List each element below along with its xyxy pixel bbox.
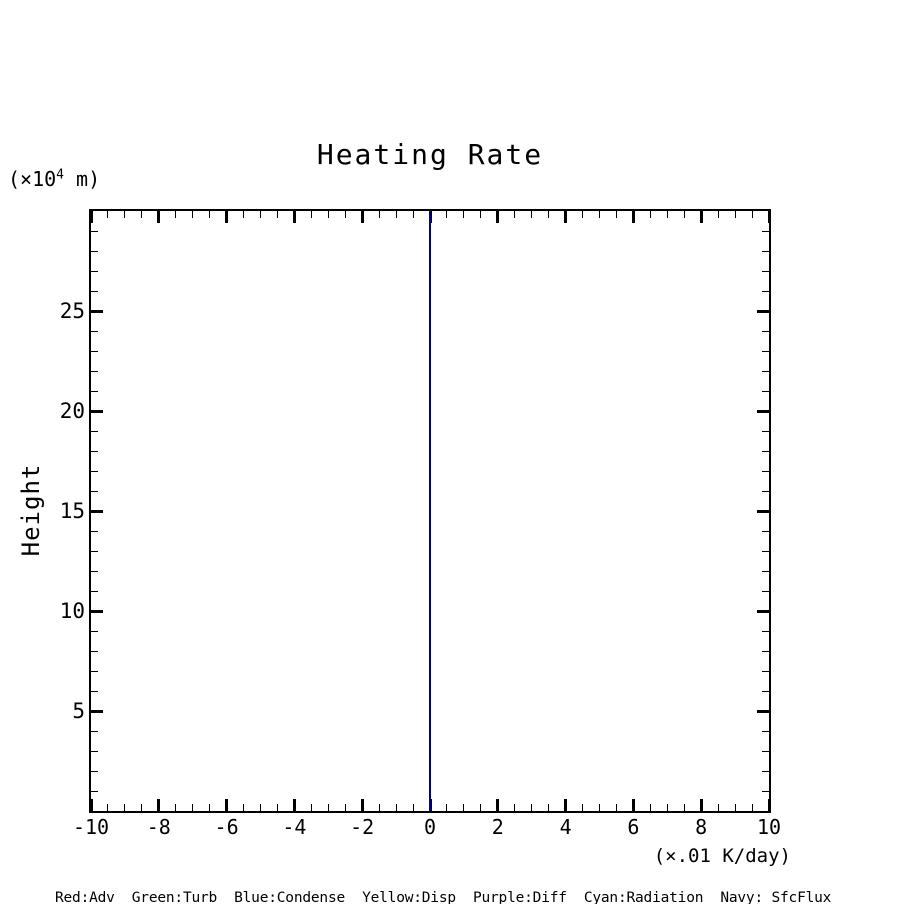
- x-tick-major: [564, 799, 567, 811]
- y-tick-minor: [762, 391, 769, 392]
- x-tick-minor: [396, 211, 397, 218]
- y-tick-minor: [762, 451, 769, 452]
- y-tick-minor: [91, 351, 98, 352]
- y-tick-major: [91, 310, 103, 313]
- x-tick-major: [157, 799, 160, 811]
- x-tick-minor: [379, 211, 380, 218]
- y-tick-minor: [762, 751, 769, 752]
- x-tick-minor: [718, 804, 719, 811]
- x-tick-major: [768, 799, 771, 811]
- y-tick-minor: [762, 791, 769, 792]
- x-tick-minor: [582, 211, 583, 218]
- y-tick-minor: [762, 731, 769, 732]
- y-tick-minor: [91, 671, 98, 672]
- x-tick-minor: [480, 804, 481, 811]
- x-tick-minor: [650, 804, 651, 811]
- y-tick-minor: [762, 271, 769, 272]
- x-tick-minor: [650, 211, 651, 218]
- x-tick-label: 8: [695, 815, 708, 839]
- y-tick-minor: [91, 591, 98, 592]
- y-tick-minor: [762, 651, 769, 652]
- x-tick-minor: [463, 804, 464, 811]
- chart-title: Heating Rate: [316, 138, 544, 171]
- y-tick-minor: [91, 491, 98, 492]
- x-tick-minor: [124, 804, 125, 811]
- y-tick-major: [91, 710, 103, 713]
- x-tick-major: [496, 799, 499, 811]
- y-tick-minor: [91, 791, 98, 792]
- x-tick-label: 2: [491, 815, 504, 839]
- y-tick-minor: [91, 531, 98, 532]
- y-tick-minor: [91, 751, 98, 752]
- x-tick-minor: [141, 804, 142, 811]
- x-tick-minor: [531, 211, 532, 218]
- x-tick-major: [90, 211, 93, 223]
- y-tick-label: 15: [59, 499, 85, 523]
- x-tick-minor: [345, 211, 346, 218]
- x-tick-major: [225, 211, 228, 223]
- y-tick-major: [91, 610, 103, 613]
- x-tick-label: 4: [559, 815, 572, 839]
- x-tick-minor: [345, 804, 346, 811]
- y-tick-minor: [762, 331, 769, 332]
- x-tick-minor: [599, 211, 600, 218]
- x-tick-label: -6: [214, 815, 239, 839]
- x-tick-major: [632, 799, 635, 811]
- y-tick-major: [757, 710, 769, 713]
- x-tick-minor: [752, 211, 753, 218]
- x-tick-minor: [277, 211, 278, 218]
- y-tick-minor: [91, 391, 98, 392]
- y-tick-major: [91, 410, 103, 413]
- x-tick-minor: [192, 804, 193, 811]
- x-tick-minor: [260, 804, 261, 811]
- y-tick-minor: [91, 771, 98, 772]
- x-tick-minor: [616, 804, 617, 811]
- x-tick-minor: [141, 211, 142, 218]
- x-tick-minor: [599, 804, 600, 811]
- x-tick-minor: [718, 211, 719, 218]
- x-tick-minor: [463, 211, 464, 218]
- y-tick-minor: [91, 451, 98, 452]
- x-tick-minor: [667, 211, 668, 218]
- y-tick-major: [91, 510, 103, 513]
- y-tick-minor: [762, 771, 769, 772]
- x-tick-minor: [514, 804, 515, 811]
- x-tick-label: 6: [627, 815, 640, 839]
- x-tick-minor: [752, 804, 753, 811]
- x-tick-minor: [582, 804, 583, 811]
- y-tick-minor: [762, 351, 769, 352]
- x-tick-minor: [413, 804, 414, 811]
- y-tick-minor: [762, 251, 769, 252]
- x-tick-minor: [548, 211, 549, 218]
- x-tick-major: [700, 799, 703, 811]
- x-tick-minor: [209, 211, 210, 218]
- x-axis-unit-label: (×.01 K/day): [653, 845, 791, 867]
- y-tick-major: [757, 610, 769, 613]
- x-tick-minor: [243, 211, 244, 218]
- y-tick-minor: [91, 631, 98, 632]
- y-unit-exponent: 4: [56, 167, 64, 183]
- x-tick-minor: [311, 211, 312, 218]
- y-tick-minor: [762, 631, 769, 632]
- x-tick-major: [225, 799, 228, 811]
- y-tick-minor: [762, 571, 769, 572]
- y-tick-minor: [762, 231, 769, 232]
- y-tick-minor: [762, 291, 769, 292]
- x-tick-minor: [616, 211, 617, 218]
- x-tick-major: [496, 211, 499, 223]
- y-tick-minor: [762, 491, 769, 492]
- y-tick-minor: [91, 551, 98, 552]
- x-tick-minor: [446, 804, 447, 811]
- x-tick-minor: [209, 804, 210, 811]
- y-tick-minor: [762, 551, 769, 552]
- y-tick-minor: [91, 651, 98, 652]
- x-tick-minor: [413, 211, 414, 218]
- y-tick-minor: [91, 431, 98, 432]
- x-tick-minor: [667, 804, 668, 811]
- y-tick-minor: [762, 671, 769, 672]
- x-tick-label: -10: [72, 815, 110, 839]
- x-tick-major: [361, 211, 364, 223]
- x-tick-major: [293, 799, 296, 811]
- x-tick-minor: [480, 211, 481, 218]
- y-tick-minor: [91, 231, 98, 232]
- x-tick-minor: [175, 211, 176, 218]
- x-tick-minor: [192, 211, 193, 218]
- y-tick-minor: [762, 591, 769, 592]
- x-tick-label: -2: [350, 815, 375, 839]
- x-tick-minor: [260, 211, 261, 218]
- y-unit-prefix: (×10: [8, 167, 57, 191]
- y-tick-minor: [762, 531, 769, 532]
- y-tick-label: 25: [59, 299, 85, 323]
- x-tick-minor: [311, 804, 312, 811]
- y-unit-suffix: m): [64, 167, 101, 191]
- y-tick-minor: [91, 331, 98, 332]
- x-tick-minor: [514, 211, 515, 218]
- x-tick-major: [768, 211, 771, 223]
- y-tick-major: [757, 310, 769, 313]
- y-axis-title: Height: [17, 463, 45, 557]
- x-tick-minor: [396, 804, 397, 811]
- x-tick-minor: [107, 804, 108, 811]
- color-legend: Red:Adv Green:Turb Blue:Condense Yellow:Disp Purple:Diff Cyan:Radiation Navy: SfcFlux: [55, 890, 832, 904]
- x-tick-label: 10: [756, 815, 782, 839]
- x-tick-minor: [548, 804, 549, 811]
- y-tick-minor: [762, 371, 769, 372]
- x-tick-minor: [124, 211, 125, 218]
- x-tick-minor: [531, 804, 532, 811]
- x-tick-minor: [175, 804, 176, 811]
- x-tick-minor: [379, 804, 380, 811]
- y-tick-minor: [762, 471, 769, 472]
- x-tick-major: [361, 799, 364, 811]
- y-tick-label: 20: [59, 399, 85, 423]
- x-tick-major: [564, 211, 567, 223]
- y-tick-minor: [91, 731, 98, 732]
- x-tick-major: [632, 211, 635, 223]
- y-tick-minor: [91, 471, 98, 472]
- x-tick-minor: [735, 211, 736, 218]
- x-tick-minor: [328, 804, 329, 811]
- y-tick-major: [757, 410, 769, 413]
- x-tick-label: -4: [282, 815, 307, 839]
- series-line-sfcflux: [429, 211, 431, 811]
- x-tick-minor: [243, 804, 244, 811]
- y-tick-label: 10: [59, 599, 85, 623]
- y-tick-minor: [762, 431, 769, 432]
- x-tick-label: 0: [423, 815, 437, 839]
- x-tick-major: [90, 799, 93, 811]
- y-tick-minor: [91, 571, 98, 572]
- x-tick-minor: [684, 804, 685, 811]
- y-tick-minor: [91, 371, 98, 372]
- y-axis-unit-label: [8, 167, 100, 191]
- x-tick-minor: [735, 804, 736, 811]
- x-tick-minor: [107, 211, 108, 218]
- x-tick-minor: [328, 211, 329, 218]
- y-tick-minor: [91, 251, 98, 252]
- x-tick-major: [157, 211, 160, 223]
- x-tick-major: [700, 211, 703, 223]
- y-tick-minor: [91, 271, 98, 272]
- y-tick-minor: [762, 691, 769, 692]
- x-tick-minor: [684, 211, 685, 218]
- y-tick-label: 5: [72, 699, 85, 723]
- x-tick-major: [293, 211, 296, 223]
- x-tick-minor: [446, 211, 447, 218]
- x-tick-minor: [277, 804, 278, 811]
- y-tick-major: [757, 510, 769, 513]
- y-tick-minor: [91, 291, 98, 292]
- x-tick-label: -8: [146, 815, 171, 839]
- y-tick-minor: [91, 691, 98, 692]
